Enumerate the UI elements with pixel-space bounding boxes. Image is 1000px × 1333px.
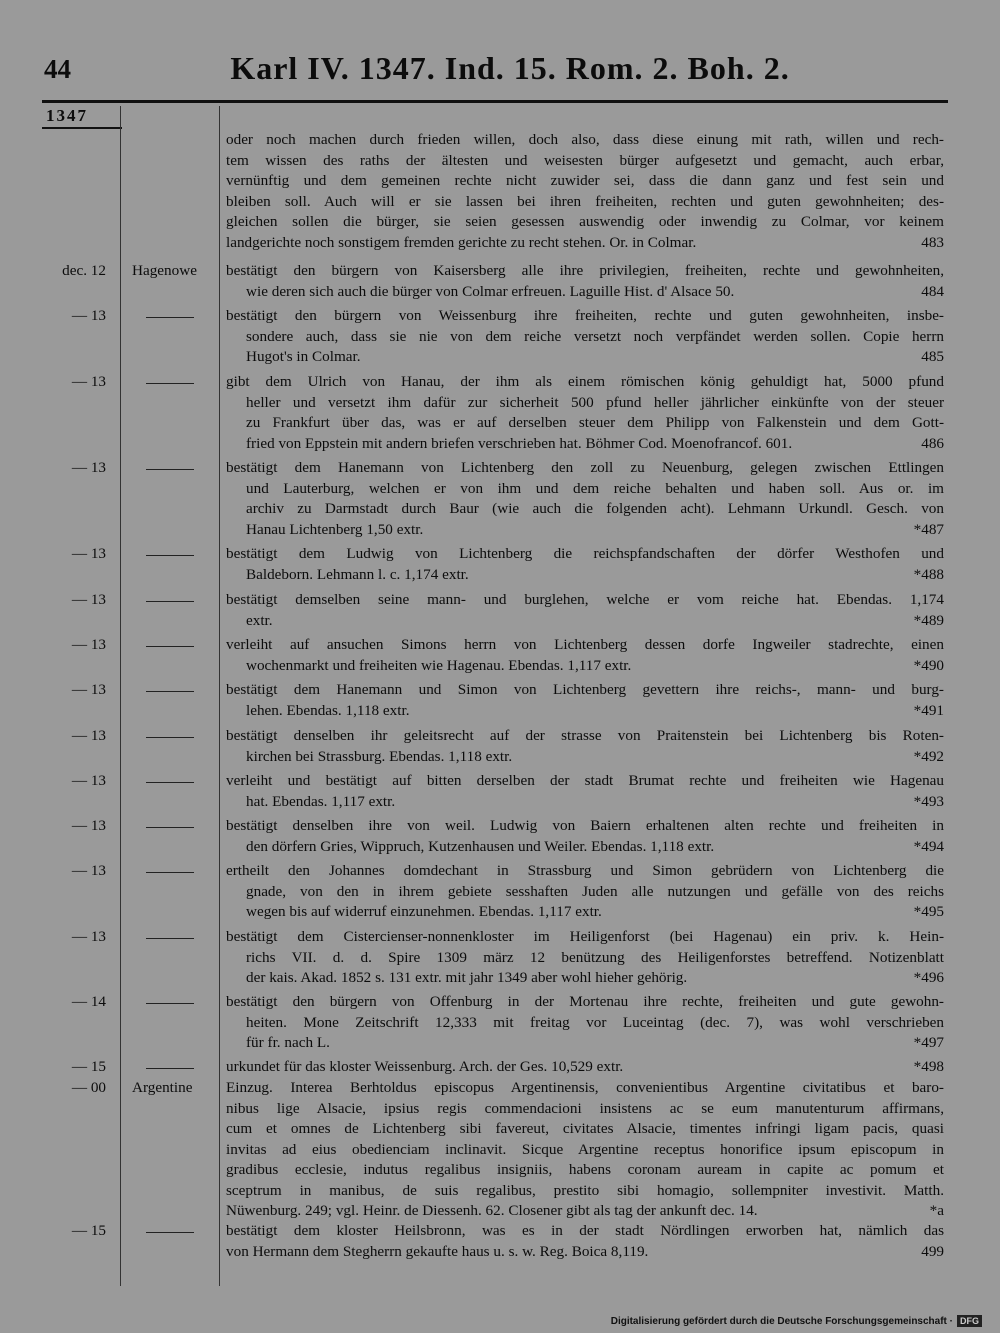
column-divider-left [120, 106, 121, 1286]
text-line: bestätigt den bürgern von Weissenburg ihre freiheiten, rechte und guten gewohnheiten, insbe- [226, 307, 944, 324]
place-ditto-dash [146, 1232, 194, 1233]
entry-text [226, 635, 944, 676]
text-line: Einzug. Interea Berhtoldus episcopus Argentinensis, convenientibus Argentine civitatibus et baro- [226, 1079, 944, 1096]
entry-text [226, 1221, 944, 1262]
text-line [226, 520, 944, 541]
text-line-content: Nüwenburg. 249; vgl. Heinr. de Diessenh. 62. Closener gibt als tag der ankunft dec. 14. [226, 1202, 758, 1219]
column-divider-right [219, 106, 220, 1286]
place-ditto-dash [146, 1003, 194, 1004]
text-line: nibus lige Alsacie, ipsius regis commendacioni insistens ac se eum manutenturum affirmans, [226, 1099, 944, 1117]
text-line: gnade, von den in ihrem gebiete sesshaften Juden alle nutzungen und gefälle von des reichs [246, 882, 944, 900]
text-line: sceptrum in manibus, de suis regalibus, prestito sibi homagio, sollempniter investivit. Matth. [226, 1181, 944, 1199]
entry-date: — 13 [71, 681, 106, 698]
text-line [226, 1201, 944, 1222]
text-line [226, 968, 944, 989]
place-ditto-dash [146, 601, 194, 602]
text-line-content: extr. [246, 611, 273, 629]
entry-text [226, 861, 944, 923]
entry-text [226, 458, 944, 540]
regest-number: 486 [921, 434, 944, 452]
entry-date: — 13 [71, 373, 106, 390]
text-line: bestätigt dem kloster Heilsbronn, was es in der stadt Nördlingen erworben hat, nämlich das [226, 1222, 944, 1239]
text-line [226, 701, 944, 722]
text-line-content: Hugot's in Colmar. [246, 348, 361, 365]
text-line: oder noch machen durch frieden willen, doch also, dass diese einung mit rath, willen und rech- [226, 131, 944, 148]
text-line: heller und versetzt ihm dafür zur sicherheit 500 pfund heller jährlicher einkünfte von der steuer [246, 393, 944, 411]
regest-number: *497 [913, 1034, 944, 1051]
text-line-content: von Hermann dem Stegherrn gekaufte haus u. s. w. Reg. Boica 8,119. [226, 1242, 649, 1260]
place-ditto-dash [146, 555, 194, 556]
text-line: sondere auch, dass sie nie von dem reiche versetzt noch verpfändet werden sollen. Copie herrn [246, 327, 944, 345]
text-line: bestätigt dem Ludwig von Lichtenberg die reichspfandschaften der dörfer Westhofen und [226, 545, 944, 562]
text-line-content: landgerichte noch sonstigem fremden gerichte zu recht stehen. Or. in Colmar. [226, 233, 697, 251]
text-line: vernünftig und dem gemeinen rechte nicht zuwider sei, dass die dann ganz und fest sein und [226, 172, 944, 189]
regest-number: *a [929, 1202, 944, 1219]
entry-date: — 13 [71, 459, 106, 476]
text-line: bestätigt dem Hanemann und Simon von Lichtenberg gevettern ihre reichs-, mann- und burg- [226, 681, 944, 698]
text-line-content: der kais. Akad. 1852 s. 131 extr. mit jahr 1349 aber wohl hieher gehörig. [246, 969, 688, 986]
entry-date: — 13 [71, 862, 106, 879]
text-line: gleichen sollen die bürger, sie seien gesessen auswendig oder inwendig zu Colmar, vor keinem [226, 213, 944, 230]
regest-number: *492 [913, 747, 944, 765]
text-line-content: fried von Eppstein mit andern briefen verschrieben hat. Böhmer Cod. Moenofrancof. 601. [246, 434, 793, 452]
entry-place: Hagenowe [132, 262, 197, 279]
entry-text [226, 680, 944, 721]
entry-text [226, 1078, 944, 1222]
text-line [226, 792, 944, 813]
entry-date: — 13 [71, 817, 106, 834]
regest-number: *496 [913, 969, 944, 986]
text-line [226, 747, 944, 768]
entry-text [226, 1057, 944, 1078]
entry-date: — 14 [71, 993, 106, 1010]
page-title: Karl IV. 1347. Ind. 15. Rom. 2. Boh. 2. [230, 50, 790, 86]
text-line: verleiht und bestätigt auf bitten derselben der stadt Brumat rechte und freiheiten wie Hagenau [226, 772, 944, 789]
entry-date: — 15 [71, 1222, 106, 1239]
text-line: heiten. Mone Zeitschrift 12,333 mit freitag vor Luceintag (dec. 7), was wohl verschrieben [246, 1013, 944, 1031]
text-line [226, 282, 944, 303]
entry-text [226, 306, 944, 368]
entry-date: — 13 [71, 636, 106, 653]
entry-text [226, 261, 944, 302]
place-ditto-dash [146, 827, 194, 828]
text-line: bestätigt denselben ihre von weil. Ludwig von Baiern erhaltenen alten rechte und freiheiten in [226, 817, 944, 834]
place-ditto-dash [146, 469, 194, 470]
text-line [226, 565, 944, 586]
dfg-logo: DFG [957, 1315, 982, 1327]
regest-number: *495 [913, 903, 944, 920]
text-line-content: für fr. nach L. [246, 1034, 330, 1051]
entry-place: Argentine [132, 1079, 193, 1096]
text-line [226, 1242, 944, 1263]
text-line [226, 434, 944, 455]
regest-number: *490 [913, 656, 944, 674]
regest-number: *498 [913, 1058, 944, 1075]
entry-date: — 00 [71, 1079, 106, 1096]
entry-date: — 13 [71, 307, 106, 324]
regest-number: 483 [921, 233, 944, 251]
place-ditto-dash [146, 938, 194, 939]
text-line: und Lauterburg, welchen er von ihm und dem reiche behalten und haben soll. Aus or. im [246, 479, 944, 497]
text-line [226, 1057, 944, 1078]
place-ditto-dash [146, 872, 194, 873]
entry-text [226, 590, 944, 631]
text-line: invitas ad eius obedienciam inclinavit. Sicque Argentine receptus honorifice ipsum episcopum in [226, 1140, 944, 1158]
text-line [226, 611, 944, 632]
entry-text [226, 927, 944, 989]
text-line-content: hat. Ebendas. 1,117 extr. [246, 792, 396, 810]
entry-text [226, 816, 944, 857]
year-underline [42, 127, 122, 129]
text-line-content: urkundet für das kloster Weissenburg. Arch. der Ges. 10,529 extr. [226, 1058, 624, 1075]
place-ditto-dash [146, 782, 194, 783]
entry-text [226, 372, 944, 454]
entry-text [226, 544, 944, 585]
text-line-content: den dörfern Gries, Wippruch, Kutzenhausen und Weiler. Ebendas. 1,118 extr. [246, 837, 715, 855]
text-line-content: wochenmarkt und freiheiten wie Hagenau. Ebendas. 1,117 extr. [246, 656, 632, 674]
place-ditto-dash [146, 317, 194, 318]
regest-number: *488 [913, 565, 944, 583]
regest-number: *489 [913, 611, 944, 629]
text-line: verleiht auf ansuchen Simons herrn von Lichtenberg dessen dorfe Ingweiler stadrechte, einen [226, 636, 944, 653]
text-line [226, 902, 944, 923]
entry-date: — 13 [71, 545, 106, 562]
text-line: gibt dem Ulrich von Hanau, der ihm als einem römischen könig gehuldigt hat, 5000 pfund [226, 373, 944, 390]
footer [611, 1315, 982, 1327]
text-line-content: wie deren sich auch die bürger von Colmar erfreuen. Laguille Hist. d' Alsace 50. [246, 282, 735, 300]
entry-text [226, 771, 944, 812]
entry-date: — 13 [71, 727, 106, 744]
text-line: gradibus ecclesie, indutus regalibus insigniis, habens coronam auream in capite ac pomum et [226, 1161, 944, 1178]
text-line [226, 1033, 944, 1054]
text-line: bestätigt denselben ihr geleitsrecht auf der strasse von Praitenstein bei Lichtenberg bis Roten- [226, 727, 944, 744]
text-line-content: kirchen bei Strassburg. Ebendas. 1,118 extr. [246, 747, 513, 765]
entry-text [226, 726, 944, 767]
text-line: cum et omnes de Lichtenberg sibi favereut, civitates Alsacie, timentes infringi ligam pacis, quasi [226, 1120, 944, 1137]
text-line: bleiben soll. Auch will er sie lassen bei ihren freiheiten, rechten und guten gewohnheiten; des- [226, 192, 944, 210]
text-line [226, 656, 944, 677]
header-rule [42, 100, 948, 103]
regest-number: *494 [913, 837, 944, 855]
text-line [226, 837, 944, 858]
place-ditto-dash [146, 691, 194, 692]
place-ditto-dash [146, 383, 194, 384]
text-line-content: Baldeborn. Lehmann l. c. 1,174 extr. [246, 565, 469, 583]
page-number: 44 [44, 54, 71, 84]
entry-date: dec. 12 [62, 262, 106, 279]
entry-date: — 15 [71, 1058, 106, 1075]
place-ditto-dash [146, 737, 194, 738]
footer-text: Digitalisierung gefördert durch die Deutsche Forschungsgemeinschaft · [610, 1315, 953, 1327]
entry-date: — 13 [71, 772, 106, 789]
text-line-content: Hanau Lichtenberg 1,50 extr. [246, 520, 424, 538]
text-line-content: lehen. Ebendas. 1,118 extr. [246, 701, 410, 719]
text-line: ertheilt den Johannes domdechant in Strassburg und Simon gebrüdern von Lichtenberg die [226, 862, 944, 879]
place-ditto-dash [146, 646, 194, 647]
text-line: bestätigt den bürgern von Offenburg in der Mortenau ihre rechte, freiheiten und gute gewohn- [226, 993, 944, 1010]
text-line: bestätigt den bürgern von Kaisersberg alle ihre privilegien, freiheiten, rechte und gewohnheiten, [226, 262, 944, 279]
year-label: 1347 [46, 106, 88, 125]
regest-number: 499 [921, 1242, 944, 1260]
text-line: zu Frankfurt über das, was er auf derselben steuer dem Philipp von Falkenstein und dem Gott- [246, 414, 944, 431]
entry-date: — 13 [71, 591, 106, 608]
entry-date: — 13 [71, 928, 106, 945]
text-line-content: wegen bis auf widerruf einzunehmen. Ebendas. 1,117 extr. [246, 903, 602, 920]
text-line [226, 233, 944, 254]
text-line: bestätigt demselben seine mann- und burglehen, welche er vom reiche hat. Ebendas. 1,174 [226, 591, 944, 608]
text-line [226, 347, 944, 368]
text-line: tem wissen des raths der ältesten und weisesten bürger aufgesetzt und gemacht, auch erbar, [226, 151, 944, 169]
text-line: bestätigt dem Hanemann von Lichtenberg den zoll zu Neuenburg, gelegen zwischen Ettlingen [226, 459, 944, 476]
regest-number: *493 [913, 792, 944, 810]
text-line: archiv zu Darmstadt durch Baur (wie auch die folgenden acht). Lehmann Urkundl. Gesch. von [246, 500, 944, 517]
text-line: bestätigt dem Cistercienser-nonnenkloster im Heiligenforst (bei Hagenau) ein priv. k. Hein- [226, 928, 944, 945]
entry-text [226, 992, 944, 1054]
place-ditto-dash [146, 1068, 194, 1069]
text-line: richs VII. d. d. Spire 1309 märz 12 benützung des Heiligenforstes betreffend. Notizenblatt [246, 948, 944, 966]
entry-text [226, 130, 944, 253]
regest-number: 484 [921, 282, 944, 300]
regest-number: 485 [921, 348, 944, 365]
regest-number: *487 [913, 520, 944, 538]
regest-number: *491 [913, 701, 944, 719]
